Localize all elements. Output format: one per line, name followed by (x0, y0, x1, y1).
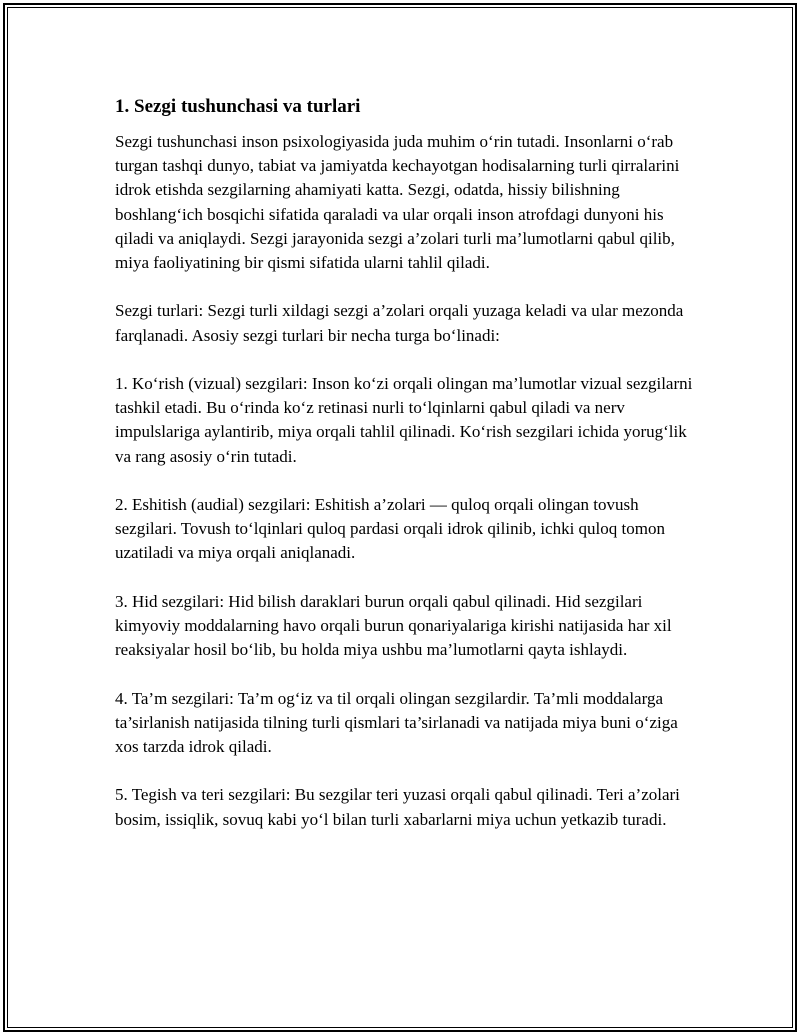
document-body (115, 94, 695, 856)
visual-sense-paragraph: 1. Ko‘rish (vizual) sezgilari: Inson ko‘zi orqali olingan ma’lumotlar vizual sezgilarni tashkil etadi. Bu o‘rinda ko‘z retinasi nurli to‘lqinlarni qabul qiladi va nerv impulslariga aylantirib, miya orqali tahlil qilinadi. Ko‘rish sezgilari ichida yorug‘lik va rang asosiy o‘rin tutadi. (115, 374, 693, 466)
smell-sense-paragraph: 3. Hid sezgilari: Hid bilish daraklari burun orqali qabul qilinadi. Hid sezgilari kimyoviy moddalarning havo orqali burun qonariyalariga kirishi natijasida har xil reaksiyalar hosil bo‘lib, bu holda miya ushbu ma’lumotlarni qayta ishlaydi. (115, 591, 672, 660)
intro-paragraph: Sezgi tushunchasi inson psixologiyasida juda muhim o‘rin tutadi. Insonlarni o‘rab turgan tashqi dunyo, tabiat va jamiyatda kechayotgan hodisalarning turli qirralarini idrok etishda sezgilarning ahamiyati katta. Sezgi, odatda, hissiy bilishning boshlang‘ich bosqichi sifatida qaraladi va ular orqali inson atrofdagi dunyoni his qiladi va aniqlaydi. Sezgi jarayonida sezgi a’zolari turli ma’lumotlarni qabul qilib, miya faoliyatining bir qismi sifatida ularni tahlil qiladi. (115, 132, 680, 273)
touch-sense-paragraph: 5. Tegish va teri sezgilari: Bu sezgilar teri yuzasi orqali qabul qilinadi. Teri a’zolari bosim, issiqlik, sovuq kabi yo‘l bilan turli xabarlarni miya uchun yetkazib turadi. (115, 785, 680, 829)
auditory-sense-paragraph: 2. Eshitish (audial) sezgilari: Eshitish a’zolari — quloq orqali olingan tovush sezgilari. Tovush to‘lqinlari quloq pardasi orqali idrok qilinib, ichki quloq tomon uzatiladi va miya orqali aniqlanadi. (115, 495, 665, 563)
taste-sense-paragraph: 4. Ta’m sezgilari: Ta’m og‘iz va til orqali olingan sezgilardir. Ta’mli moddalarga ta’sirlanish natijasida tilning turli qismlari ta’sirlanadi va natijada miya buni o‘ziga xos tarzda idrok qiladi. (115, 688, 678, 756)
section-heading: 1. Sezgi tushunchasi va turlari (115, 96, 361, 117)
types-intro-paragraph: Sezgi turlari: Sezgi turli xildagi sezgi a’zolari orqali yuzaga keladi va ular mezonda farqlanadi. Asosiy sezgi turlari bir necha turga bo‘linadi: (115, 301, 684, 345)
